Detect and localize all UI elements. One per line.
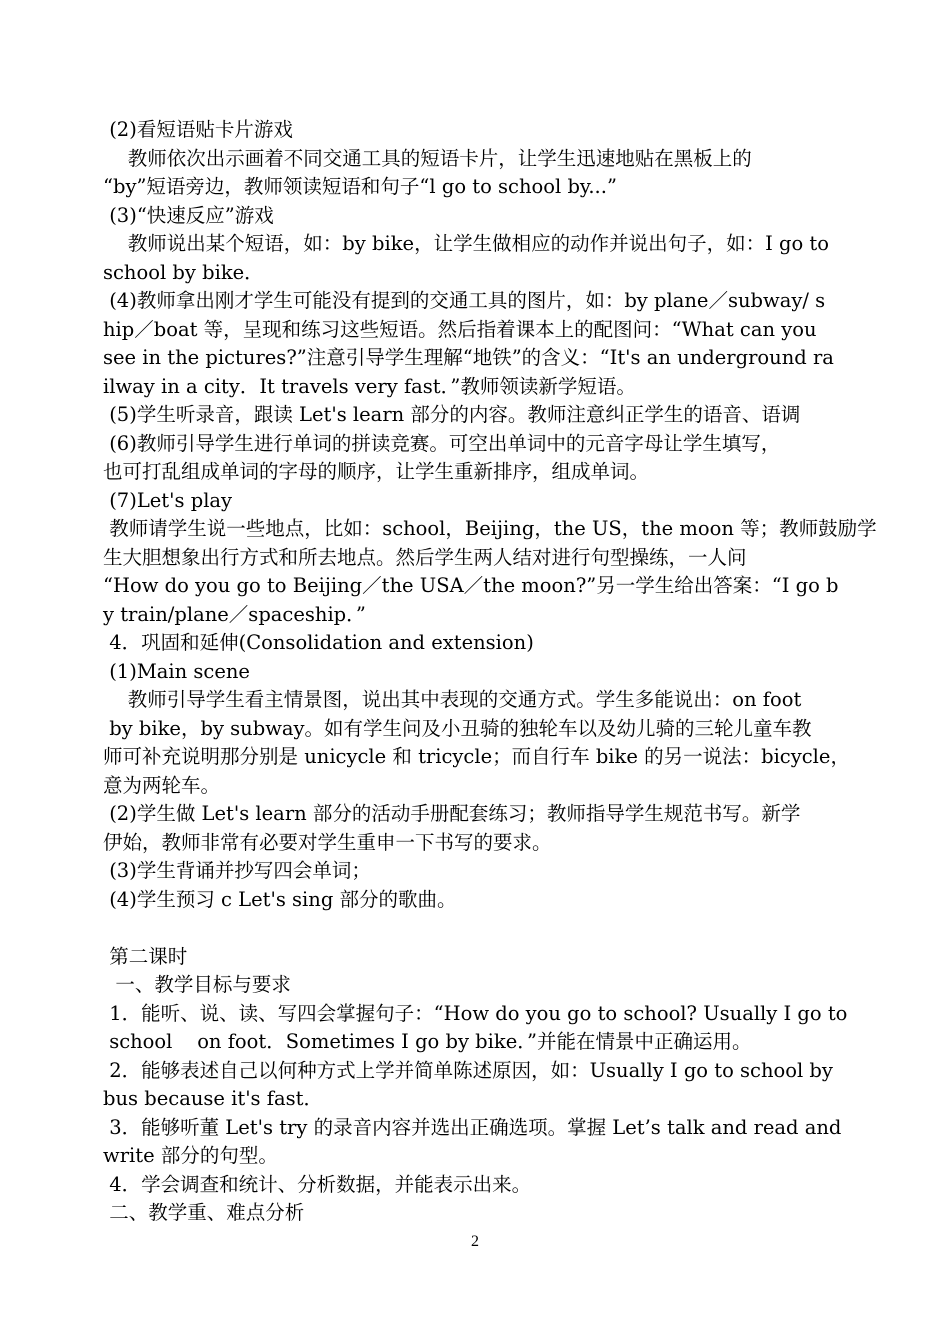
text-line: (3)学生背诵并抄写四会单词； [103, 859, 371, 882]
text-line: y train/plane／spaceship．” [103, 602, 366, 626]
text-line: (2)学生做 Let's learn 部分的活动手册配套练习；教师指导学生规范书写。新学 [103, 802, 801, 825]
text-line: 教师引导学生看主情景图，说出其中表现的交通方式。学生多能说出：on foot [103, 688, 802, 711]
section-heading: 二、教学重、难点分析 [103, 1201, 305, 1224]
text-line: “How do you go to Beijing／the USA／the moon?”另一学生给出答案：“I go b [103, 574, 839, 597]
text-line: 伊始，教师非常有必要对学生重申一下书写的要求。 [103, 830, 552, 854]
text-line: (2)看短语贴卡片游戏 [103, 118, 293, 141]
text-line: 师可补充说明那分别是 unicycle 和 tricycle；而自行车 bike 的另一说法：bicycle， [103, 745, 850, 768]
text-line: 教师说出某个短语，如：by bike，让学生做相应的动作并说出句子，如：I go to [103, 232, 829, 255]
text-line: hip／boat 等，呈现和练习这些短语。然后指着课本上的配图问：“What can you [103, 317, 817, 341]
text-line: see in the pictures?”注意引导学生理解“地铁”的含义：“It's an underground ra [103, 346, 834, 369]
text-line: 1．能听、说、读、写四会掌握句子：“How do you go to school? Usually I go to [103, 1001, 848, 1025]
text-line: 也可打乱组成单词的字母的顺序，让学生重新排序，组成单词。 [103, 460, 650, 483]
document-body [103, 116, 877, 1228]
text-line: write 部分的句型。 [103, 1144, 278, 1167]
page-number: 2 [471, 1233, 479, 1250]
section-heading: 一、教学目标与要求 [103, 973, 291, 996]
text-line: 意为两轮车。 [103, 773, 221, 797]
text-line: 教师请学生说一些地点，比如：school，Beijing，the US，the moon 等；教师鼓励学 [103, 517, 877, 540]
text-line: ilway in a city．It travels very fast．”教师领读新学短语。 [103, 374, 636, 398]
text-line: (4)学生预习 c Let's sing 部分的歌曲。 [103, 887, 457, 911]
text-line: 教师依次出示画着不同交通工具的短语卡片，让学生迅速地贴在黑板上的 [103, 146, 752, 170]
section-heading: 4．巩固和延伸(Consolidation and extension) [103, 631, 534, 654]
blank-line [103, 914, 848, 943]
text-line: (4)教师拿出刚才学生可能没有提到的交通工具的图片，如：by plane／subway/ s [103, 289, 826, 312]
lesson-heading: 第二课时 [103, 944, 188, 968]
text-line: 2．能够表述自己以何种方式上学并简单陈述原因，如：Usually I go to school by [103, 1058, 833, 1082]
text-line: school on foot．Sometimes I go by bike．”并能在情景中正确运用。 [103, 1030, 752, 1053]
text-line: (7)Let's play [103, 488, 233, 512]
text-line: by bike，by subway。如有学生问及小丑骑的独轮车以及幼儿骑的三轮儿童车教 [103, 716, 812, 740]
text-line: 4．学会调查和统计、分析数据，并能表示出来。 [103, 1172, 532, 1196]
text-line: (3)“快速反应”游戏 [103, 203, 274, 227]
text-line: (1)Main scene [103, 659, 250, 683]
text-line: bus because it's fast． [103, 1087, 323, 1110]
text-line: “by”短语旁边，教师领读短语和句子“l go to school by...” [103, 175, 617, 198]
text-line: 生大胆想象出行方式和所去地点。然后学生两人结对进行句型操练，一人问 [103, 545, 747, 569]
text-line: (6)教师引导学生进行单词的拼读竞赛。可空出单词中的元音字母让学生填写， [103, 431, 781, 455]
text-line: school by bike． [103, 260, 264, 284]
text-line: (5)学生听录音，跟读 Let's learn 部分的内容。教师注意纠正学生的语音、语调 [103, 403, 801, 426]
text-line: 3．能够听董 Let's try 的录音内容并选出正确选项。掌握 Let’s talk and read and [103, 1115, 842, 1139]
